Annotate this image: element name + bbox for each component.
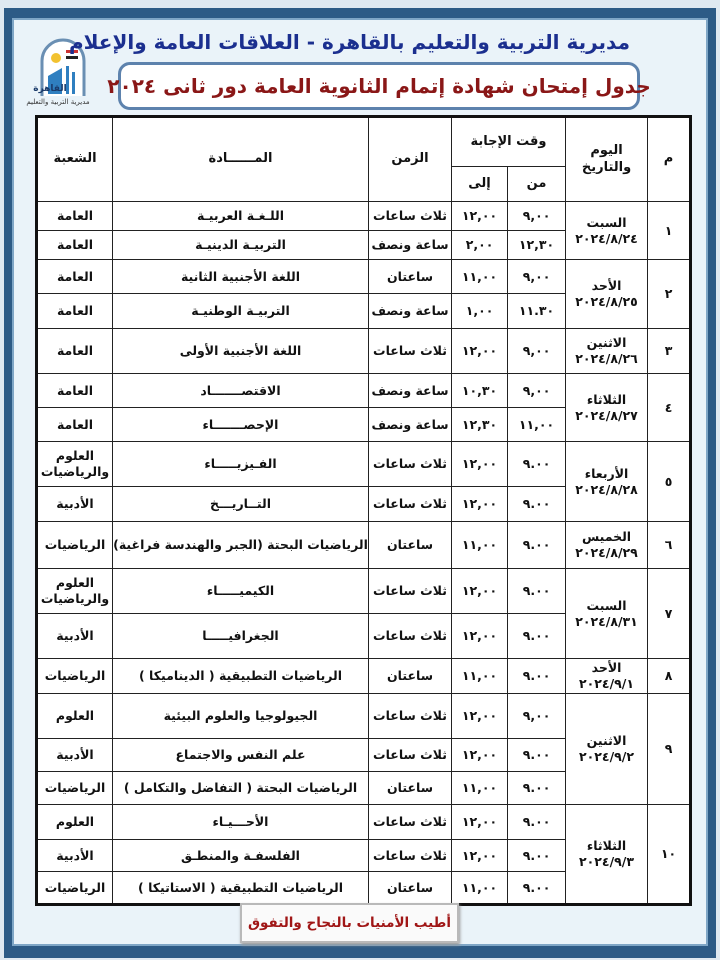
time-from: ٩,٠٠ — [508, 374, 566, 408]
logo-name: القاهرة — [33, 84, 67, 94]
time-to: ٢,٠٠ — [452, 231, 508, 260]
header-from: من — [508, 167, 566, 202]
duration: ساعة ونصف — [369, 231, 452, 260]
time-from: ٩.٠٠ — [508, 805, 566, 840]
duration: ساعتان — [369, 260, 452, 294]
duration: ثلاث ساعات — [369, 487, 452, 522]
exam-date: ٢٠٢٤/٨/٢٥ — [575, 294, 638, 309]
duration: ثلاث ساعات — [369, 805, 452, 840]
day-name: الثلاثاء — [586, 391, 627, 407]
subject: التربيـة الدينيـة — [113, 231, 369, 260]
exam-date: ٢٠٢٤/٨/٢٩ — [575, 545, 638, 560]
time-to: ١٢,٠٠ — [452, 569, 508, 614]
duration: ساعتان — [369, 522, 452, 569]
time-from: ٩.٠٠ — [508, 772, 566, 805]
subject: علم النفس والاجتماع — [113, 739, 369, 772]
branch: العلوم والرياضيات — [37, 442, 113, 487]
row-number: ٢ — [648, 260, 691, 329]
logo-subtitle: مديرية التربية والتعليم — [26, 98, 90, 106]
time-to: ١,٠٠ — [452, 294, 508, 329]
day-date-cell — [566, 659, 648, 694]
footer-wishes: أطيب الأمنيات بالنجاح والتفوق — [247, 915, 452, 931]
time-from: ٩,٠٠ — [508, 329, 566, 374]
subtitle-box — [107, 62, 651, 110]
day-date-cell — [566, 569, 648, 659]
branch: العلوم — [37, 805, 113, 840]
time-to: ١٢,٠٠ — [452, 329, 508, 374]
branch: العامة — [37, 202, 113, 231]
subject: الجيولوجيا والعلوم البيئية — [113, 694, 369, 739]
subject: التــاريـــخ — [113, 487, 369, 522]
subject: اللغة الأجنبية الأولى — [113, 329, 369, 374]
duration: ثلاث ساعات — [369, 569, 452, 614]
footer-box — [240, 903, 459, 943]
duration: ساعة ونصف — [369, 374, 452, 408]
page-title: مديرية التربية والتعليم بالقاهرة - العلاقات العامة والإعلام — [68, 30, 630, 54]
page-subtitle: جدول إمتحان شهادة إتمام الثانوية العامة دور ثانى ٢٠٢٤ — [107, 74, 651, 98]
time-to: ١٢,٠٠ — [452, 614, 508, 659]
branch: الرياضيات — [37, 872, 113, 905]
subject: الاقتصـــــــاد — [113, 374, 369, 408]
subject: الجغرافيـــــا — [113, 614, 369, 659]
time-to: ١١,٠٠ — [452, 872, 508, 905]
exam-date: ٢٠٢٤/٩/٢ — [579, 749, 634, 764]
duration: ساعتان — [369, 659, 452, 694]
subject: الرياضيات البحتة ( التفاضل والتكامل ) — [113, 772, 369, 805]
time-from: ٩.٠٠ — [508, 614, 566, 659]
time-to: ١٠,٣٠ — [452, 374, 508, 408]
time-to: ١١,٠٠ — [452, 772, 508, 805]
header-to: إلى — [452, 167, 508, 202]
day-date-cell — [566, 442, 648, 522]
duration: ثلاث ساعات — [369, 694, 452, 739]
table-row — [37, 522, 691, 569]
time-from: ٩.٠٠ — [508, 659, 566, 694]
day-date-cell — [566, 374, 648, 442]
time-from: ٩,٠٠ — [508, 260, 566, 294]
header-day-date: اليوم والتاريخ — [566, 117, 648, 202]
table-row — [37, 329, 691, 374]
time-to: ١٢,٠٠ — [452, 805, 508, 840]
row-number: ٥ — [648, 442, 691, 522]
row-number: ١٠ — [648, 805, 691, 905]
header-duration: الزمن — [369, 117, 452, 202]
day-name: الأحد — [591, 660, 622, 676]
table-row — [37, 694, 691, 739]
time-from: ٩.٠٠ — [508, 739, 566, 772]
day-name: الثلاثاء — [586, 838, 627, 854]
time-to: ١١,٠٠ — [452, 522, 508, 569]
branch: العامة — [37, 329, 113, 374]
duration: ثلاث ساعات — [369, 614, 452, 659]
time-from: ١١.٣٠ — [508, 294, 566, 329]
branch: العلوم والرياضيات — [37, 569, 113, 614]
header-num: م — [648, 117, 691, 202]
subject: الإحصـــــــاء — [113, 408, 369, 442]
exam-schedule-table — [35, 115, 692, 906]
row-number: ٧ — [648, 569, 691, 659]
subject: الفلسفـة والمنطـق — [113, 840, 369, 872]
table-row — [37, 805, 691, 840]
branch: الأدبية — [37, 739, 113, 772]
time-from: ٩.٠٠ — [508, 442, 566, 487]
time-to: ١٢,٠٠ — [452, 442, 508, 487]
day-date-cell — [566, 805, 648, 905]
table-row — [37, 260, 691, 294]
exam-date: ٢٠٢٤/٩/٣ — [579, 854, 634, 869]
branch: الأدبية — [37, 840, 113, 872]
time-from: ٩.٠٠ — [508, 569, 566, 614]
branch: الأدبية — [37, 487, 113, 522]
row-number: ١ — [648, 202, 691, 260]
exam-date: ٢٠٢٤/٨/٢٨ — [575, 481, 638, 497]
branch: العامة — [37, 408, 113, 442]
duration: ساعتان — [369, 772, 452, 805]
time-from: ٩.٠٠ — [508, 487, 566, 522]
duration: ثلاث ساعات — [369, 329, 452, 374]
time-from: ٩,٠٠ — [508, 202, 566, 231]
time-to: ١٢,٠٠ — [452, 694, 508, 739]
time-to: ١٢,٠٠ — [452, 487, 508, 522]
subject: التربيـة الوطنيـة — [113, 294, 369, 329]
day-name: الخميس — [581, 529, 632, 545]
table-row — [37, 374, 691, 408]
row-number: ٤ — [648, 374, 691, 442]
time-to: ١٢,٠٠ — [452, 739, 508, 772]
duration: ساعتان — [369, 872, 452, 905]
subject: الرياضيات التطبيقية ( الديناميكا ) — [113, 659, 369, 694]
day-name: الاثنين — [586, 335, 627, 351]
day-name: الأحد — [591, 278, 622, 294]
subject: اللـغـة العربيـة — [113, 202, 369, 231]
row-number: ٩ — [648, 694, 691, 805]
branch: العامة — [37, 260, 113, 294]
table-row — [37, 659, 691, 694]
exam-date: ٢٠٢٤/٨/٢٤ — [575, 230, 638, 246]
branch: الرياضيات — [37, 659, 113, 694]
branch: العلوم — [37, 694, 113, 739]
table-row — [37, 569, 691, 614]
time-to: ١٢,٠٠ — [452, 202, 508, 231]
time-from: ٩.٠٠ — [508, 522, 566, 569]
duration: ثلاث ساعات — [369, 442, 452, 487]
exam-date: ٢٠٢٤/٩/١ — [579, 676, 634, 691]
subject: الفـيزيـــــاء — [113, 442, 369, 487]
day-date-cell — [566, 329, 648, 374]
header-answer-time: وقت الإجابة — [452, 117, 566, 167]
day-date-cell — [566, 260, 648, 329]
table-row — [37, 442, 691, 487]
duration: ثلاث ساعات — [369, 739, 452, 772]
duration: ساعة ونصف — [369, 294, 452, 329]
day-name: السبت — [586, 597, 627, 613]
time-to: ١١,٠٠ — [452, 260, 508, 294]
time-to: ١١,٠٠ — [452, 659, 508, 694]
branch: الرياضيات — [37, 772, 113, 805]
row-number: ٣ — [648, 329, 691, 374]
time-from: ٩.٠٠ — [508, 872, 566, 905]
time-from: ١٢,٣٠ — [508, 231, 566, 260]
branch: العامة — [37, 231, 113, 260]
subject: الكيميـــــاء — [113, 569, 369, 614]
subject: الرياضيات التطبيقية ( الاستاتيكا ) — [113, 872, 369, 905]
duration: ثلاث ساعات — [369, 202, 452, 231]
day-name: السبت — [586, 214, 627, 230]
day-date-cell — [566, 694, 648, 805]
header-subject: المــــــادة — [113, 117, 369, 202]
row-number: ٨ — [648, 659, 691, 694]
time-to: ١٢,٠٠ — [452, 840, 508, 872]
subject: اللغة الأجنبية الثانية — [113, 260, 369, 294]
day-name: الاثنين — [586, 733, 627, 749]
duration: ثلاث ساعات — [369, 840, 452, 872]
header-branch: الشعبة — [37, 117, 113, 202]
time-from: ١١,٠٠ — [508, 408, 566, 442]
branch: العامة — [37, 374, 113, 408]
time-from: ٩,٠٠ — [508, 694, 566, 739]
branch: الأدبية — [37, 614, 113, 659]
time-from: ٩.٠٠ — [508, 840, 566, 872]
branch: الرياضيات — [37, 522, 113, 569]
day-date-cell — [566, 522, 648, 569]
branch: العامة — [37, 294, 113, 329]
row-number: ٦ — [648, 522, 691, 569]
day-date-cell — [566, 202, 648, 260]
subject: الرياضيات البحتة (الجبر والهندسة فراغية) — [113, 522, 369, 569]
duration: ساعة ونصف — [369, 408, 452, 442]
exam-date: ٢٠٢٤/٨/٢٧ — [575, 407, 638, 423]
day-name: الأربعاء — [584, 465, 629, 481]
table-row — [37, 202, 691, 231]
exam-date: ٢٠٢٤/٨/٣١ — [575, 613, 638, 629]
exam-date: ٢٠٢٤/٨/٢٦ — [575, 351, 638, 366]
time-to: ١٢,٣٠ — [452, 408, 508, 442]
schedule-body — [37, 202, 691, 905]
subject: الأحـــيـاء — [113, 805, 369, 840]
